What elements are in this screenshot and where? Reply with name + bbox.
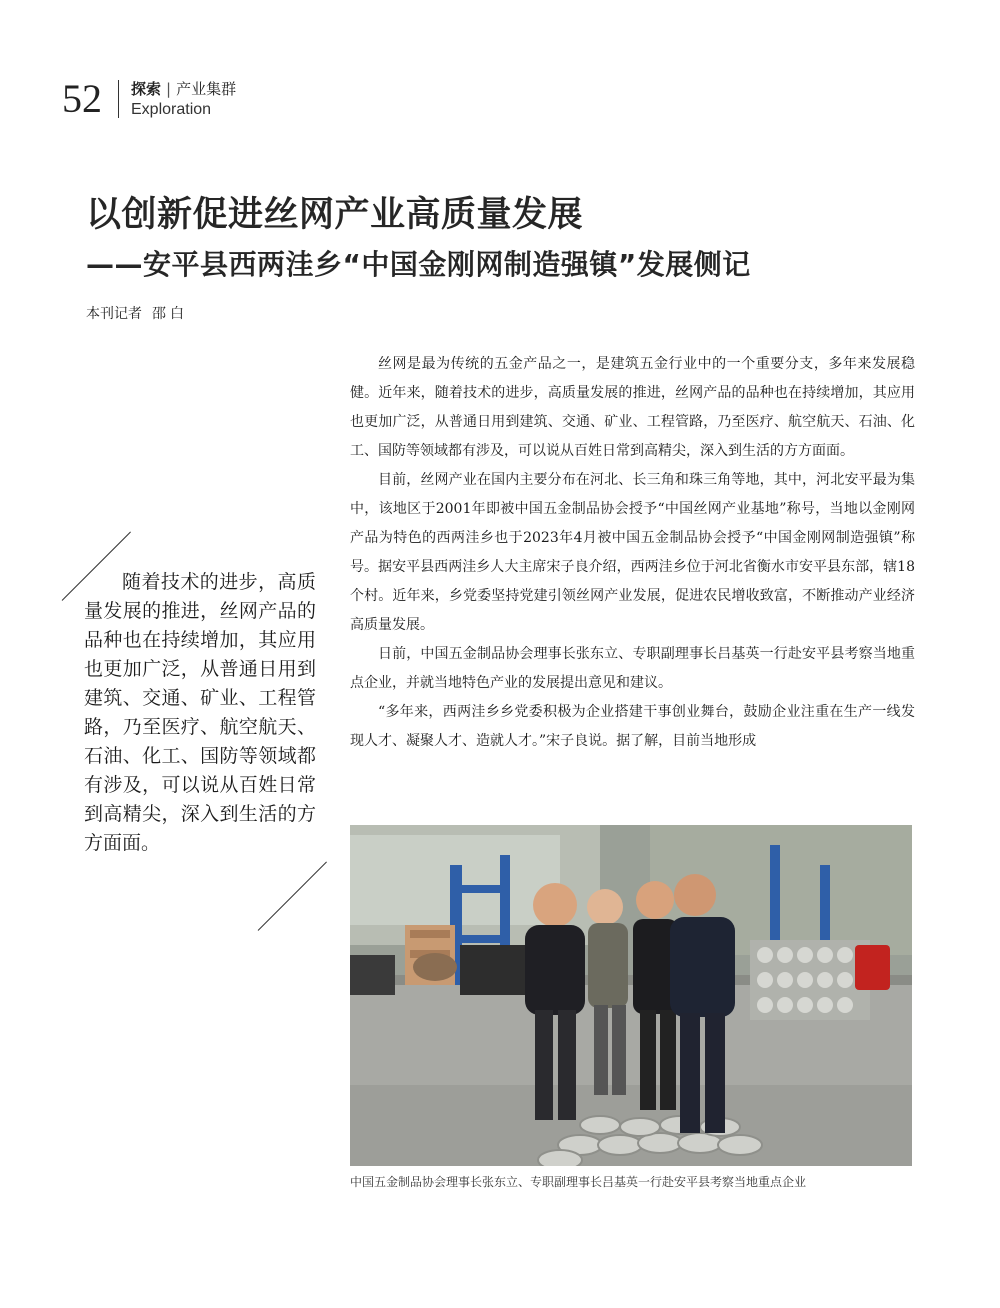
column-name: 产业集群 (176, 80, 237, 98)
photo-caption: 中国五金制品协会理事长张东立、专职副理事长吕基英一行赴安平县考察当地重点企业 (350, 1175, 807, 1189)
header-divider (118, 80, 119, 118)
article-subtitle: ——安平县西两洼乡“中国金刚网制造强镇”发展侧记 (86, 248, 751, 281)
body-paragraph: “多年来，西两洼乡乡党委积极为企业搭建干事创业舞台，鼓励企业注重在生产一线发现人才、凝聚人才、造就人才。”宋子良说。据了解，目前当地形成 (350, 704, 915, 749)
section-separator: | (166, 80, 172, 98)
body-paragraph: 丝网是最为传统的五金产品之一，是建筑五金行业中的一个重要分支，多年来发展稳健。近年来，随着技术的进步，高质量发展的推进，丝网产品的品种也在持续增加，其应用也更加广泛，从普通日用到建筑、交通、矿业、工程管路，乃至医疗、航空航天、石油、化工、国防等领域都有涉及，可以说从百姓日常到高精尖，深入到生活的方方面面。 (350, 356, 915, 459)
article-body (350, 350, 915, 756)
section-english: Exploration (131, 101, 212, 118)
section-name: 探索 (131, 80, 162, 98)
body-paragraph: 日前，中国五金制品协会理事长张东立、专职副理事长吕基英一行赴安平县考察当地重点企业，并就当地特色产业的发展提出意见和建议。 (350, 646, 915, 691)
factory-visit-photo (350, 825, 912, 1166)
byline-author: 邵白 (152, 306, 188, 322)
article-title: 以创新促进丝网产业高质量发展 (86, 195, 584, 235)
byline (86, 304, 188, 324)
byline-role: 本刊记者 (86, 306, 142, 322)
pull-quote: 随着技术的进步，高质量发展的推进，丝网产品的品种也在持续增加，其应用也更加广泛，从普通日用到建筑、交通、矿业、工程管路，乃至医疗、航空航天、石油、化工、国防等领域都有涉及，可以说从百姓日常到高精尖，深入到生活的方方面面。 (84, 571, 316, 854)
page-number: 52 (62, 76, 102, 121)
article-photo (350, 825, 912, 1166)
body-paragraph: 目前，丝网产业在国内主要分布在河北、长三角和珠三角等地，其中，河北安平最为集中，该地区于2001年即被中国五金制品协会授予“中国丝网产业基地”称号，当地以金刚网产品为特色的西两洼乡也于2023年4月被中国五金制品协会授予“中国金刚网制造强镇”称号。据安平县西两洼乡人大主席宋子良介绍，西两洼乡位于河北省衡水市安平县东部，辖18个村。近年来，乡党委坚持党建引领丝网产业发展，促进农民增收致富，不断推动产业经济高质量发展。 (350, 472, 915, 633)
section-label (131, 79, 236, 99)
pull-quote-bottom-rule (258, 862, 327, 931)
